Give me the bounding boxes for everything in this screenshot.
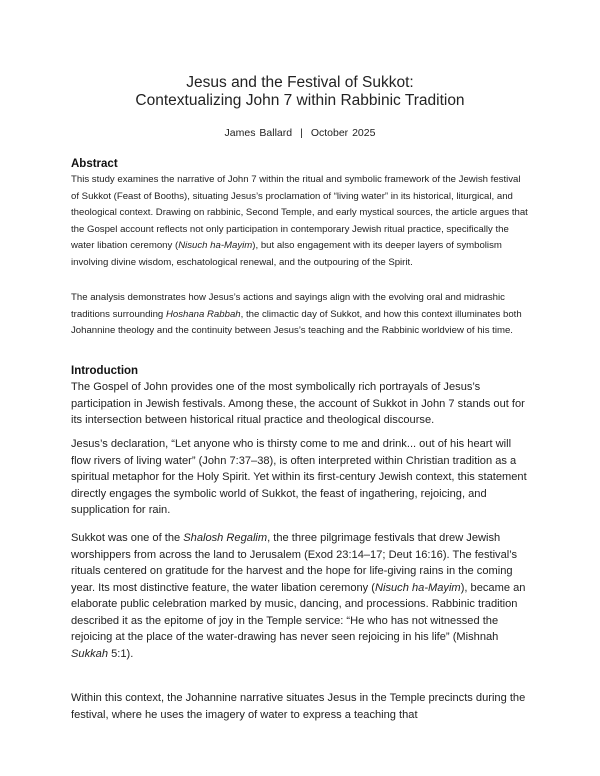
byline bbox=[0, 127, 600, 139]
introduction-paragraph-1: The Gospel of John provides one of the most symbolically rich portrayals of Jesus’s participation in Jewish festivals. Among these, the account of Sukkot in John 7 stands out for its intersection between historical ritual practice and theological discourse. bbox=[71, 381, 525, 426]
author-name: James Ballard bbox=[224, 127, 293, 139]
abstract-paragraph-1: This study examines the narrative of John 7 within the ritual and symbolic framework of the Jewish festival of Sukkot (Feast of Booths), situating Jesus’s proclamation of “living water” in its historical, liturgical, and theological context. Drawing on rabbinic, Second Temple, and early mystical sources, the article argues that the Gospel account reflects not only participation in contemporary Jewish ritual practice, specifically the water libation ceremony (Nisuch ha-Mayim), but also engagement with its deeper layers of symbolism involving divine wisdom, eschatological renewal, and the outpouring of the Spirit. bbox=[71, 174, 528, 268]
introduction-paragraph-2: Jesus’s declaration, “Let anyone who is thirsty come to me and drink... out of his heart will flow rivers of living water” (John 7:37–38), is often interpreted within Christian tradition as a spiritual metaphor for the Holy Spirit. Yet within its first-century Jewish context, this statement directly engages the symbolic world of Sukkot, the feast of ingathering, rejoicing, and supplication for rain. bbox=[71, 438, 527, 516]
paper-title-line-2: Contextualizing John 7 within Rabbinic Tradition bbox=[135, 92, 465, 109]
paper-title-line-1: Jesus and the Festival of Sukkot: bbox=[186, 74, 414, 91]
abstract-paragraph-2: The analysis demonstrates how Jesus’s actions and sayings align with the evolving oral and midrashic traditions surrounding Hoshana Rabbah, the climactic day of Sukkot, and how this context illuminates both Johannine theology and the continuity between Jesus’s teaching and the Rabbinic worldview of his time. bbox=[71, 292, 522, 336]
byline-separator: | bbox=[300, 127, 303, 139]
publication-date: October 2025 bbox=[310, 127, 376, 139]
introduction-paragraph-3: Sukkot was one of the Shalosh Regalim, the three pilgrimage festivals that drew Jewish worshippers from across the land to Jerusalem (Exod 23:14–17; Deut 16:16). The festival’s rituals centered on gratitude for the harvest and the hope for life-giving rains in the coming year. Its most distinctive feature, the water libation ceremony (Nisuch ha-Mayim), became an elaborate public celebration marked by music, dancing, and processions. Rabbinic tradition described it as the epitome of joy in the Temple service: “He who has not witnessed the rejoicing at the place of the water-drawing has never seen rejoicing in his life” (Mishnah Sukkah 5:1). bbox=[71, 532, 526, 660]
introduction-paragraph-4: Within this context, the Johannine narrative situates Jesus in the Temple precincts during the festival, where he uses the imagery of water to express a teaching that bbox=[71, 692, 526, 721]
abstract-heading: Abstract bbox=[71, 158, 118, 170]
introduction-heading: Introduction bbox=[71, 365, 139, 377]
